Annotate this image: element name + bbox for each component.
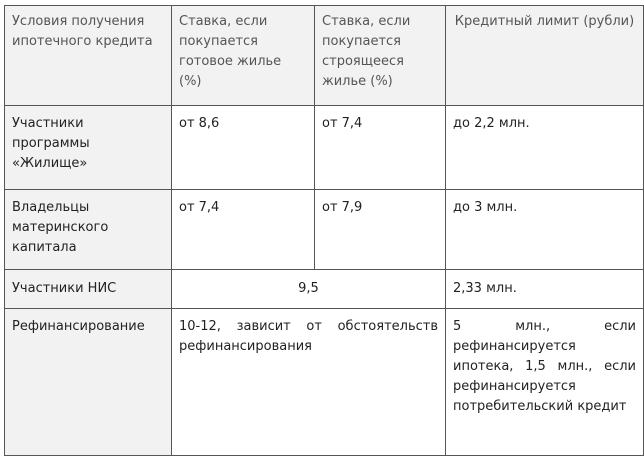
row-rate-merged: 10-12, зависит от обстоятельств рефинансирования: [172, 309, 446, 456]
table-row: [5, 190, 644, 270]
row-rate-construction: от 7,9: [315, 190, 446, 270]
header-rate-ready: Ставка, если покупается готовое жилье (%): [172, 6, 315, 106]
row-rate-merged: 9,5: [172, 270, 446, 309]
row-rate-ready: от 8,6: [172, 106, 315, 190]
row-credit-limit: до 3 млн.: [446, 190, 644, 270]
row-credit-limit: до 2,2 млн.: [446, 106, 644, 190]
row-rate-construction: от 7,4: [315, 106, 446, 190]
row-condition: Участники программы «Жилище»: [5, 106, 172, 190]
row-condition: Владельцы материнского капитала: [5, 190, 172, 270]
table-row: [5, 309, 644, 456]
header-rate-construction: Ставка, если покупается строящееся жилье (%): [315, 6, 446, 106]
row-credit-limit: 5 млн., если рефинансируется ипотека, 1,5 млн., если рефинансируется потребительский кредит: [446, 309, 644, 456]
row-condition: Участники НИС: [5, 270, 172, 309]
table-header-row: [5, 6, 644, 106]
header-credit-limit: Кредитный лимит (рубли): [446, 6, 644, 106]
row-rate-ready: от 7,4: [172, 190, 315, 270]
mortgage-conditions-table: [4, 5, 644, 456]
row-condition: Рефинансирование: [5, 309, 172, 456]
row-credit-limit: 2,33 млн.: [446, 270, 644, 309]
header-conditions: Условия получения ипотечного кредита: [5, 6, 172, 106]
table-row: [5, 270, 644, 309]
table-row: [5, 106, 644, 190]
